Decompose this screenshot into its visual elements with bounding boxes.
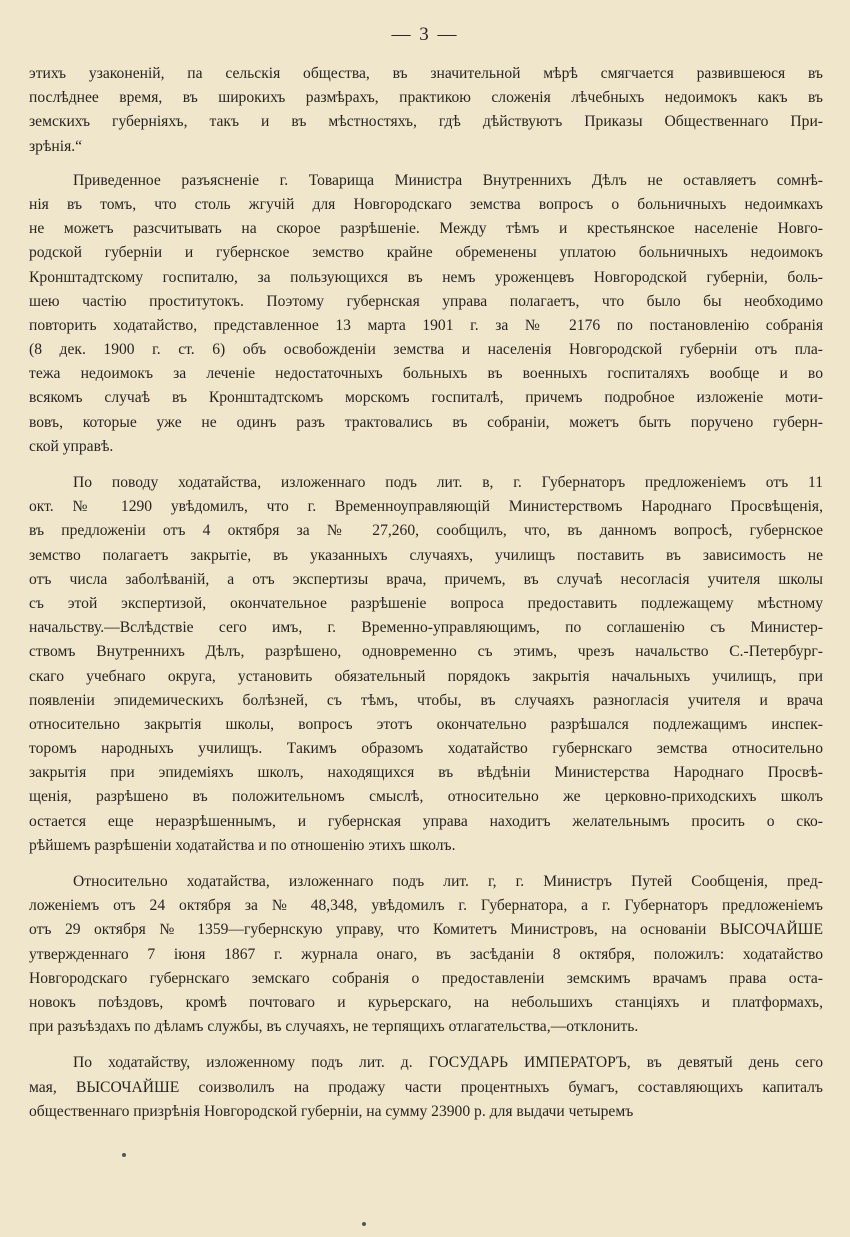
text-line: утвержденнаго 7 іюня 1867 г. журнала онаго, въ засѣданіи 8 октября, положилъ: ходатайство [29, 945, 823, 963]
paragraph-gap [29, 858, 823, 870]
paragraph-gap [29, 159, 823, 169]
text-line: тежа недоимокъ за леченіе недостаточныхъ больныхъ въ военныхъ госпиталяхъ вообще и во [29, 365, 823, 383]
text-line: шею частію проститутокъ. Поэтому губернская управа полагаетъ, что было бы необходимо [29, 292, 823, 310]
text-line: начальству.—Вслѣдствіе сего имъ, г. Временно-управляющимъ, по соглашенію съ Министер- [29, 619, 823, 637]
page-number: — 3 — [391, 24, 459, 45]
text-line: ложеніемъ отъ 24 октября за № 48,348, увѣдомилъ г. Губернатора, а г. Губернаторъ предложеніемъ [29, 897, 823, 915]
text-line: торомъ народныхъ училищъ. Такимъ образомъ ходатайство губернскаго земства относительно [29, 740, 823, 758]
paragraph [29, 62, 823, 159]
text-line: не можетъ разсчитывать на скорое разрѣшеніе. Между тѣмъ и крестьянское населеніе Новго- [29, 220, 823, 238]
paragraph [29, 471, 823, 858]
text-line: По ходатайству, изложенному подъ лит. д. ГОСУДАРЬ ИМПЕРАТОРЪ, въ девятый день сего [73, 1054, 823, 1072]
text-line: появленіи эпидемическихъ болѣзней, съ тѣмъ, чтобы, въ случаяхъ разногласія учителя и врача [29, 691, 823, 709]
text-line: щенія, разрѣшено въ положительномъ смыслѣ, относительно же церковно-приходскихъ школъ [29, 788, 823, 806]
print-speck [122, 1153, 126, 1157]
text-line: Приведенное разъясненіе г. Товарища Министра Внутреннихъ Дѣлъ не оставляетъ сомнѣ- [73, 171, 823, 189]
paragraph-gap [29, 459, 823, 471]
text-line: земство полагаетъ закрытіе, въ указанныхъ случаяхъ, училищъ поставить въ зависимость не [29, 546, 823, 564]
text-line: (8 дек. 1900 г. ст. 6) объ освобожденіи земства и населенія Новгородской губерніи отъ пла- [29, 341, 823, 359]
text-body [29, 62, 823, 1124]
text-line: при разъѣздахъ по дѣламъ службы, въ случаяхъ, не терпящихъ отлагательства,—отклонить. [29, 1018, 639, 1036]
text-line: послѣднее время, въ широкихъ размѣрахъ, практикою сложенія лѣчебныхъ недоимокъ какъ въ [29, 89, 823, 107]
text-line: остается еще неразрѣшеннымъ, и губернская управа находитъ желательнымъ просить о ско- [29, 812, 823, 830]
text-line: вовъ, которые уже не одинъ разъ трактовались въ собраніи, можетъ быть поручено губерн- [29, 413, 823, 431]
text-line: относительно закрытія школы, вопросъ этотъ окончательно разрѣшался подлежащимъ инспек- [29, 715, 823, 733]
text-line: съ этой экспертизой, окончательное разрѣшеніе вопроса предоставить подлежащему мѣстному [29, 594, 823, 612]
text-line: Кронштадтскому госпиталю, за пользующихся въ немъ уроженцевъ Новгородской губерніи, боль- [29, 268, 823, 286]
paragraph [29, 870, 823, 1039]
text-line: родской губерніи и губернское земство крайне обременены уплатою больничныхъ недоимокъ [29, 244, 823, 262]
text-line: земскихъ губерніяхъ, такъ и въ мѣстностяхъ, гдѣ дѣйствуютъ Приказы Общественнаго При- [29, 113, 823, 131]
text-line: окт. № 1290 увѣдомилъ, что г. Временноуправляющій Министерствомъ Народнаго Просвѣщенія, [29, 498, 823, 516]
text-line: скаго учебнаго округа, установить обязательный порядокъ закрытія начальныхъ училищъ, при [29, 667, 823, 685]
text-line: общественнаго призрѣнія Новгородской губерніи, на сумму 23900 р. для выдачи четыремъ [29, 1102, 634, 1120]
text-line: По поводу ходатайства, изложеннаго подъ лит. в, г. Губернаторъ предложеніемъ отъ 11 [73, 474, 823, 491]
text-line: отъ 29 октября № 1359—губернскую управу, что Комитетъ Министровъ, на основаніи ВЫСОЧАЙШЕ [29, 921, 823, 939]
text-line: Новгородскаго губернскаго земскаго собранія о предоставленіи земскимъ врачамъ права оста- [29, 969, 823, 987]
paragraph [29, 1051, 823, 1124]
text-line: въ предложеніи отъ 4 октября за № 27,260, сообщилъ, что, въ данномъ вопросѣ, губернское [29, 522, 823, 540]
text-line: повторить ходатайство, представленное 13 марта 1901 г. за № 2176 по постановленію собранія [29, 316, 823, 334]
text-line: ской управѣ. [29, 437, 114, 455]
paragraph [29, 169, 823, 459]
text-line: нія въ томъ, что столь жгучій для Новгородскаго земства вопросъ о больничныхъ недоимкахъ [29, 195, 823, 213]
print-speck [362, 1222, 366, 1226]
paragraph-gap [29, 1039, 823, 1051]
text-line: мая, ВЫСОЧАЙШЕ соизволилъ на продажу части процентныхъ бумагъ, составляющихъ капиталъ [29, 1078, 823, 1096]
text-line: отъ числа заболѣваній, а отъ экспертизы врача, причемъ, въ случаѣ несогласія учителя школы [29, 570, 823, 588]
text-line: всякомъ случаѣ въ Кронштадтскомъ морскомъ госпиталѣ, причемъ подробное изложеніе моти- [29, 389, 823, 407]
text-line: Относительно ходатайства, изложеннаго подъ лит. г, г. Министръ Путей Сообщенія, пред- [73, 873, 823, 890]
text-line: рѣйшемъ разрѣшеніи ходатайства и по отношенію этихъ школъ. [29, 836, 456, 854]
text-line: новокъ поѣздовъ, кромѣ почтоваго и курьерскаго, на небольшихъ станціяхъ и платформахъ, [29, 993, 823, 1011]
text-line: зрѣнія.“ [29, 137, 83, 155]
text-line: ствомъ Внутреннихъ Дѣлъ, разрѣшено, одновременно съ этимъ, чрезъ начальство С.-Петербург- [29, 643, 823, 661]
text-line: этихъ узаконеній, па сельскія общества, въ значительной мѣрѣ смягчается развившеюся въ [29, 65, 823, 82]
text-line: закрытія при эпидеміяхъ школъ, находящихся въ вѣдѣніи Министерства Народнаго Просвѣ- [29, 764, 823, 782]
